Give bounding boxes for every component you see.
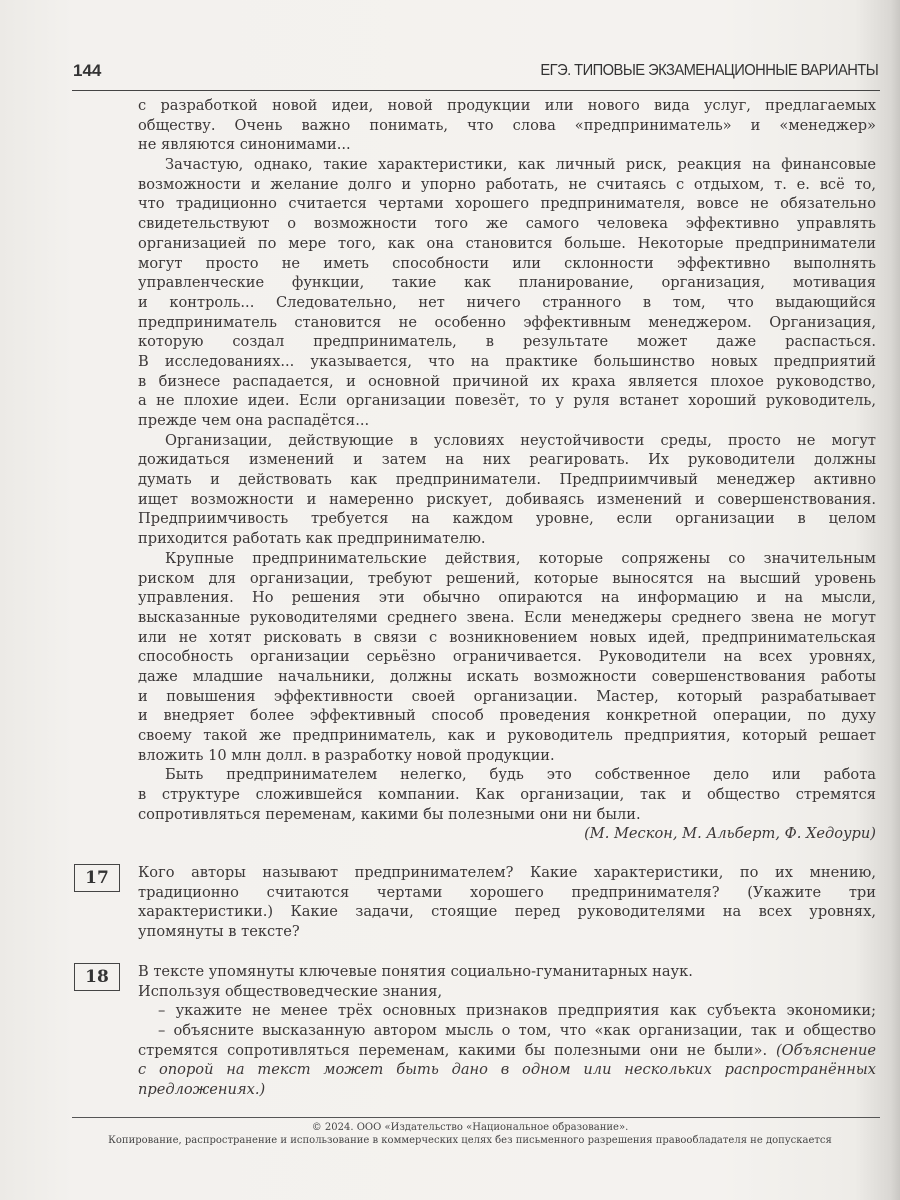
text-line: высказанные руководителями среднего звена. Если менеджеры среднего звена не могут bbox=[138, 608, 876, 626]
text-line: Крупные предпринимательские действия, которые сопряжены со значительным bbox=[165, 549, 876, 567]
text-line: и повышения эффективности своей организации. Мастер, который разрабатывает bbox=[138, 687, 876, 705]
text-line: Быть предпринимателем нелегко, будь это собственное дело или работа bbox=[165, 766, 876, 784]
task-text: В тексте упомянуты ключевые понятия социально-гуманитарных наук. bbox=[138, 963, 693, 980]
text-line: и контроль... Следовательно, нет ничего странного в том, что выдающийся bbox=[138, 293, 876, 311]
task-text: упомянуты в тексте? bbox=[138, 923, 300, 941]
task-note-italic: (Объяснение bbox=[775, 1041, 876, 1059]
running-title: ЕГЭ. ТИПОВЫЕ ЭКЗАМЕНАЦИОННЫЕ ВАРИАНТЫ bbox=[540, 62, 878, 79]
text-line: в бизнесе распадается, и основной причиной их краха является плохое руководство, bbox=[138, 372, 876, 390]
text-line: прежде чем она распадётся... bbox=[138, 412, 370, 429]
text-line: управленческие функции, такие как планирование, организация, мотивация bbox=[138, 274, 876, 292]
task-line bbox=[138, 883, 876, 903]
task-text: Кого авторы называют предпринимателем? Какие характеристики, по их мнению, bbox=[138, 864, 876, 881]
text-line: а не плохие идеи. Если организации повезёт, то у руля встанет хороший руководитель, bbox=[138, 392, 876, 410]
task-18 bbox=[85, 962, 876, 1100]
task-text: стремятся сопротивляться переменам, какими бы полезными они не были». bbox=[138, 1041, 776, 1059]
task-line bbox=[138, 863, 876, 883]
text-line: приходится работать как предпринимателю. bbox=[138, 530, 486, 548]
task-line bbox=[138, 962, 876, 982]
text-line: Предприимчивость требуется на каждом уровне, если организации в целом bbox=[138, 510, 876, 528]
task-text: Используя обществоведческие знания, bbox=[138, 982, 443, 1000]
text-line: вложить 10 млн долл. в разработку новой продукции. bbox=[138, 746, 555, 764]
task-line bbox=[138, 902, 876, 922]
text-line: свидетельствуют о возможности того же самого человека эффективно управлять bbox=[138, 215, 876, 233]
text-line: не являются синонимами... bbox=[138, 136, 351, 154]
text-line: сопротивляться переменам, какими бы полезными они ни были. bbox=[138, 805, 641, 823]
text-line: в структуре сложившейся компании. Как организации, так и общество стремятся bbox=[138, 786, 876, 804]
task-line bbox=[138, 1041, 876, 1061]
task-line bbox=[138, 1060, 876, 1080]
task-17 bbox=[85, 863, 876, 942]
text-line: что традиционно считается чертами хорошего предпринимателя, вовсе не обязательно bbox=[138, 195, 876, 213]
text-line: которую создал предприниматель, в результате может даже распасться. bbox=[138, 333, 876, 351]
text-line: даже младшие начальники, должны искать возможности совершенствования работы bbox=[138, 667, 876, 685]
text-line: своему такой же предприниматель, как и руководитель предприятия, который решает bbox=[138, 727, 876, 744]
task-number-box: 17 bbox=[74, 864, 120, 892]
task-note-italic: предложениях.) bbox=[138, 1081, 266, 1099]
text-line: дожидаться изменений и затем на них реагировать. Их руководители должны bbox=[138, 451, 876, 469]
text-line: организацией по мере того, как она становится больше. Некоторые предприниматели bbox=[138, 234, 876, 252]
text-line: способность организации серьёзно ограничивается. Руководители на всех уровнях, bbox=[138, 648, 876, 666]
footer-divider bbox=[72, 1117, 880, 1118]
text-line: обществу. Очень важно понимать, что слова «предприниматель» и «менеджер» bbox=[138, 116, 876, 134]
text-line: предприниматель становится не особенно эффективным менеджером. Организация, bbox=[138, 313, 876, 331]
text-line: управления. Но решения эти обычно опираются на информацию и на мысли, bbox=[138, 589, 876, 607]
task-line bbox=[138, 1021, 876, 1041]
task-text: характеристики.) Какие задачи, стоящие перед руководителями на всех уровнях, bbox=[138, 903, 876, 921]
attribution: (М. Мескон, М. Альберт, Ф. Хедоури) bbox=[584, 825, 876, 843]
header-divider bbox=[72, 90, 880, 91]
text-line: или не хотят рисковать в связи с возникновением новых идей, предпринимательская bbox=[138, 628, 876, 646]
source-text bbox=[138, 96, 876, 844]
text-line: с разработкой новой идеи, новой продукции или нового вида услуг, предлагаемых bbox=[138, 97, 876, 114]
task-line bbox=[138, 922, 876, 942]
footer-notice: Копирование, распространение и использование в коммерческих целях без письменного разрешения правообладателя не допускается bbox=[108, 1135, 832, 1146]
footer-copyright: © 2024. ООО «Издательство «Национальное образование». bbox=[311, 1122, 629, 1133]
task-text: – укажите не менее трёх основных признаков предприятия как субъекта экономики; bbox=[158, 1002, 876, 1020]
task-line bbox=[138, 1080, 876, 1100]
task-note-italic: с опорой на текст может быть дано в одном или нескольких распространённых bbox=[138, 1061, 876, 1079]
text-line: ищет возможности и намеренно рискует, добиваясь изменений и совершенствования. bbox=[138, 490, 876, 508]
task-line bbox=[138, 1001, 876, 1021]
task-text: – объясните высказанную автором мысль о том, что «как организации, так и общество bbox=[158, 1022, 876, 1040]
text-line: могут просто не иметь способности или склонности эффективно выполнять bbox=[138, 254, 876, 272]
task-text: традиционно считаются чертами хорошего предпринимателя? (Укажите три bbox=[138, 883, 876, 901]
text-line: Организации, действующие в условиях неустойчивости среды, просто не могут bbox=[165, 431, 876, 449]
task-line bbox=[138, 982, 876, 1002]
text-line: и внедряет более эффективный способ проведения конкретной операции, по духу bbox=[138, 707, 876, 725]
text-line: В исследованиях... указывается, что на практике большинство новых предприятий bbox=[138, 352, 876, 370]
page-number: 144 bbox=[73, 61, 102, 80]
text-line: думать и действовать как предприниматели. Предприимчивый менеджер активно bbox=[138, 471, 876, 489]
task-number-box: 18 bbox=[74, 963, 120, 991]
text-line: риском для организации, требуют решений, которые выносятся на высший уровень bbox=[138, 569, 876, 587]
text-line: Зачастую, однако, такие характеристики, как личный риск, реакция на финансовые bbox=[165, 156, 876, 174]
text-line: возможности и желание долго и упорно работать, не считаясь с отдыхом, т. е. всё то, bbox=[138, 175, 876, 193]
